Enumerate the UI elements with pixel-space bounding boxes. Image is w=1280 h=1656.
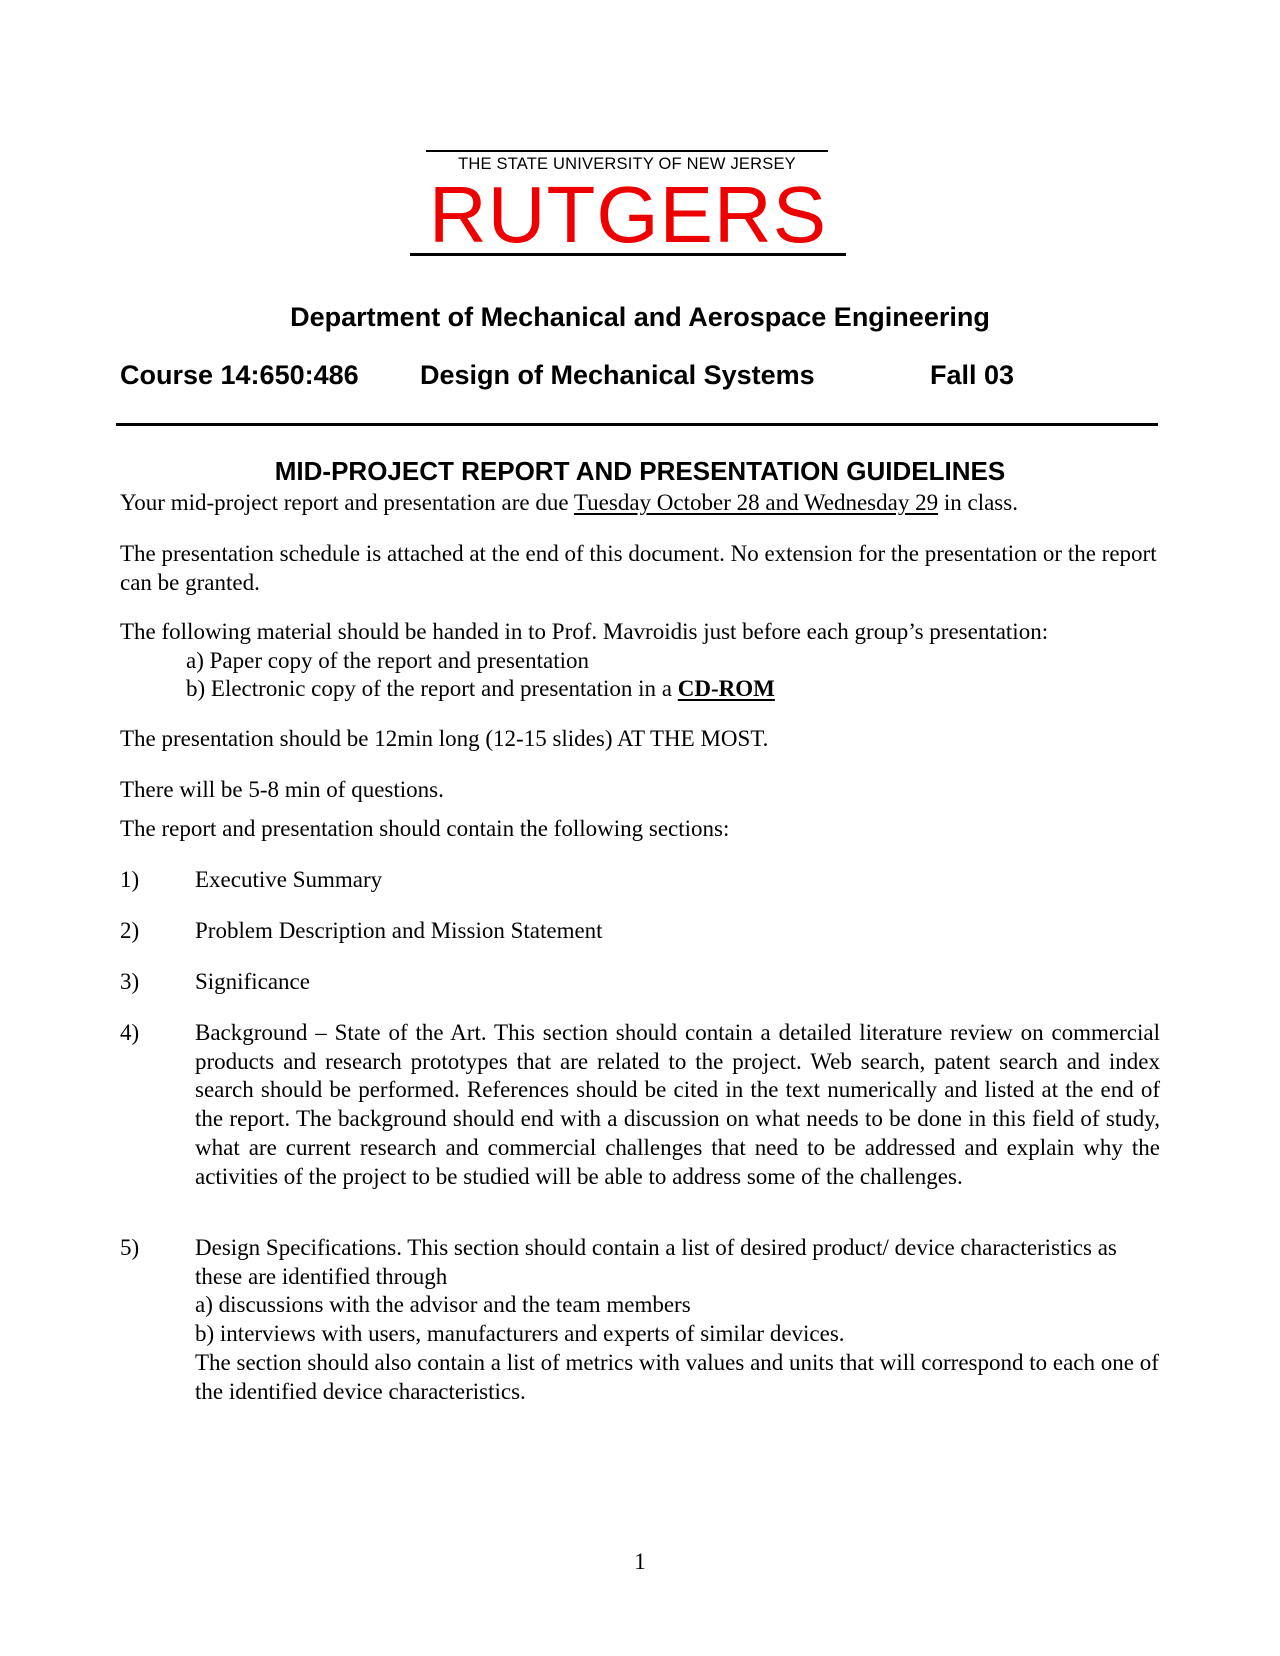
- list-item-text: Executive Summary: [195, 867, 383, 892]
- due-date-paragraph: [120, 489, 1160, 518]
- list-item-text: Significance: [195, 969, 310, 994]
- handin-item-b-text: b) Electronic copy of the report and presentation in a: [186, 676, 678, 702]
- list-item-text: Design Specifications. This section should contain a list of desired product/ device characteristics as these are identified through: [195, 1235, 1117, 1289]
- header-rule: [116, 423, 1158, 426]
- course-name: Design of Mechanical Systems: [420, 360, 815, 390]
- course-code: Course 14:650:486: [120, 360, 359, 390]
- list-item-number: 1): [120, 867, 140, 892]
- handin-item-b: [120, 675, 1160, 704]
- logo-tagline: THE STATE UNIVERSITY OF NEW JERSEY: [458, 155, 796, 173]
- handin-item-a: a) Paper copy of the report and presentation: [186, 647, 589, 673]
- logo-top-rule: [426, 150, 828, 152]
- list-item-sub-b: b) interviews with users, manufacturers and experts of similar devices.: [195, 1321, 845, 1347]
- schedule-note: The presentation schedule is attached at the end of this document. No extension for the presentation or the report can be granted.: [120, 541, 1157, 595]
- list-item-text: Problem Description and Mission Statement: [195, 918, 603, 943]
- handin-block: [120, 618, 1160, 704]
- rutgers-logo: RUTGERS: [428, 170, 828, 259]
- list-item-number: 4): [120, 1020, 140, 1045]
- due-text-after: in class.: [938, 490, 1018, 515]
- department-heading: Department of Mechanical and Aerospace Engineering: [290, 302, 990, 332]
- logo-bottom-rule: [410, 253, 846, 256]
- document-title: MID-PROJECT REPORT AND PRESENTATION GUIDELINES: [274, 456, 1006, 486]
- list-item-sub-a: a) discussions with the advisor and the team members: [195, 1292, 691, 1318]
- list-item-body: [195, 1234, 1160, 1406]
- sections-intro: The report and presentation should contain the following sections:: [120, 816, 730, 841]
- list-item-text: Background – State of the Art. This section should contain a detailed literature review on commercial products and research prototypes that are related to the project. Web search, patent search and index search should be performed. References should be cited in the text numerically and listed at the end of the report. The background should end with a discussion on what needs to be done in this field of study, what are current research and commercial challenges that need to be addressed and explain why the activities of the project to be studied will be able to address some of the challenges.: [195, 1020, 1160, 1189]
- due-text-before: Your mid-project report and presentation are due: [120, 490, 574, 515]
- list-item-closing: The section should also contain a list of metrics with values and units that will correspond to each one of the identified device characteristics.: [195, 1349, 1159, 1404]
- list-item-number: 2): [120, 918, 140, 943]
- course-term: Fall 03: [930, 360, 1015, 390]
- presentation-length: The presentation should be 12min long (12-15 slides) AT THE MOST.: [120, 726, 769, 751]
- cd-rom-label: CD-ROM: [677, 676, 775, 702]
- list-item-number: 5): [120, 1235, 140, 1260]
- list-item-number: 3): [120, 969, 140, 994]
- questions-note: There will be 5-8 min of questions.: [120, 777, 444, 802]
- handin-intro: The following material should be handed in to Prof. Mavroidis just before each group’s presentation:: [120, 619, 1049, 644]
- due-dates: Tuesday October 28 and Wednesday 29: [573, 490, 939, 515]
- page-number: 1: [634, 1549, 646, 1574]
